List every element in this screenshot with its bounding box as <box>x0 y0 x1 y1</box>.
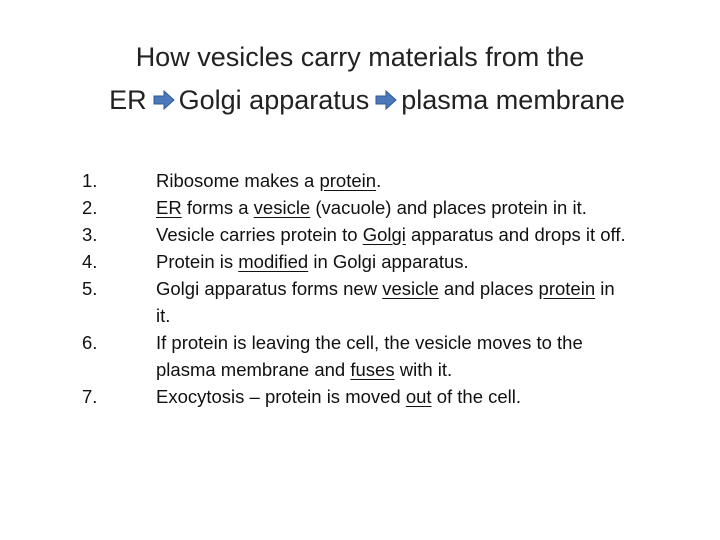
step-text-part: forms a <box>181 197 254 218</box>
step-number: 2. <box>82 197 98 218</box>
right-arrow-icon <box>375 89 397 111</box>
step-number: 3. <box>82 224 98 245</box>
list-item <box>82 167 718 194</box>
step-text-part: Exocytosis – protein is moved <box>156 386 406 407</box>
steps-list <box>82 167 718 410</box>
step-line <box>156 275 718 302</box>
step-text-part: . <box>376 170 382 191</box>
underlined-term: out <box>405 386 432 407</box>
step-text-part: Golgi apparatus forms new <box>156 278 383 299</box>
underlined-term: protein <box>538 278 596 299</box>
step-text <box>156 251 469 272</box>
step-text <box>156 329 718 383</box>
step-number: 7. <box>82 386 98 407</box>
step-line <box>156 356 718 383</box>
underlined-term: modified <box>238 251 309 272</box>
step-text-part: Protein is <box>156 251 239 272</box>
underlined-term: vesicle <box>253 197 311 218</box>
step-number: 1. <box>82 170 98 191</box>
underlined-term: Golgi <box>362 224 406 245</box>
step-text <box>156 170 381 191</box>
step-text <box>156 197 587 218</box>
step-text-part: in Golgi apparatus. <box>308 251 469 272</box>
title-plasma-membrane: plasma membrane <box>401 85 625 115</box>
step-number: 4. <box>82 251 98 272</box>
underlined-term: fuses <box>350 359 395 380</box>
list-item <box>82 275 718 329</box>
underlined-term: ER <box>156 197 182 218</box>
list-item <box>82 221 718 248</box>
step-text <box>156 224 626 245</box>
list-item <box>82 194 718 221</box>
list-item <box>82 329 718 383</box>
step-text-part: plasma membrane and <box>156 359 351 380</box>
step-text <box>156 386 521 407</box>
slide-title <box>0 36 720 122</box>
list-item <box>82 383 718 410</box>
step-text-part: apparatus and drops it off. <box>405 224 626 245</box>
step-line: If protein is leaving the cell, the vesicle moves to the <box>156 332 583 353</box>
step-text-part: of the cell. <box>431 386 522 407</box>
title-golgi: Golgi apparatus <box>178 85 370 115</box>
title-er: ER <box>109 85 147 115</box>
step-line: it. <box>156 305 171 326</box>
right-arrow-icon <box>153 89 175 111</box>
step-text-part: (vacuole) and places protein in it. <box>310 197 587 218</box>
step-text-part: Ribosome makes a <box>156 170 320 191</box>
step-text-part: Vesicle carries protein to <box>156 224 363 245</box>
step-text-part: with it. <box>394 359 453 380</box>
list-item <box>82 248 718 275</box>
step-text-part: in <box>595 278 615 299</box>
step-number: 5. <box>82 278 98 299</box>
step-text-part: and places <box>438 278 539 299</box>
underlined-term: protein <box>319 170 377 191</box>
step-number: 6. <box>82 332 98 353</box>
underlined-term: vesicle <box>382 278 439 299</box>
step-text <box>156 275 718 329</box>
title-line-2 <box>0 79 720 122</box>
title-line-1: How vesicles carry materials from the <box>135 42 585 72</box>
